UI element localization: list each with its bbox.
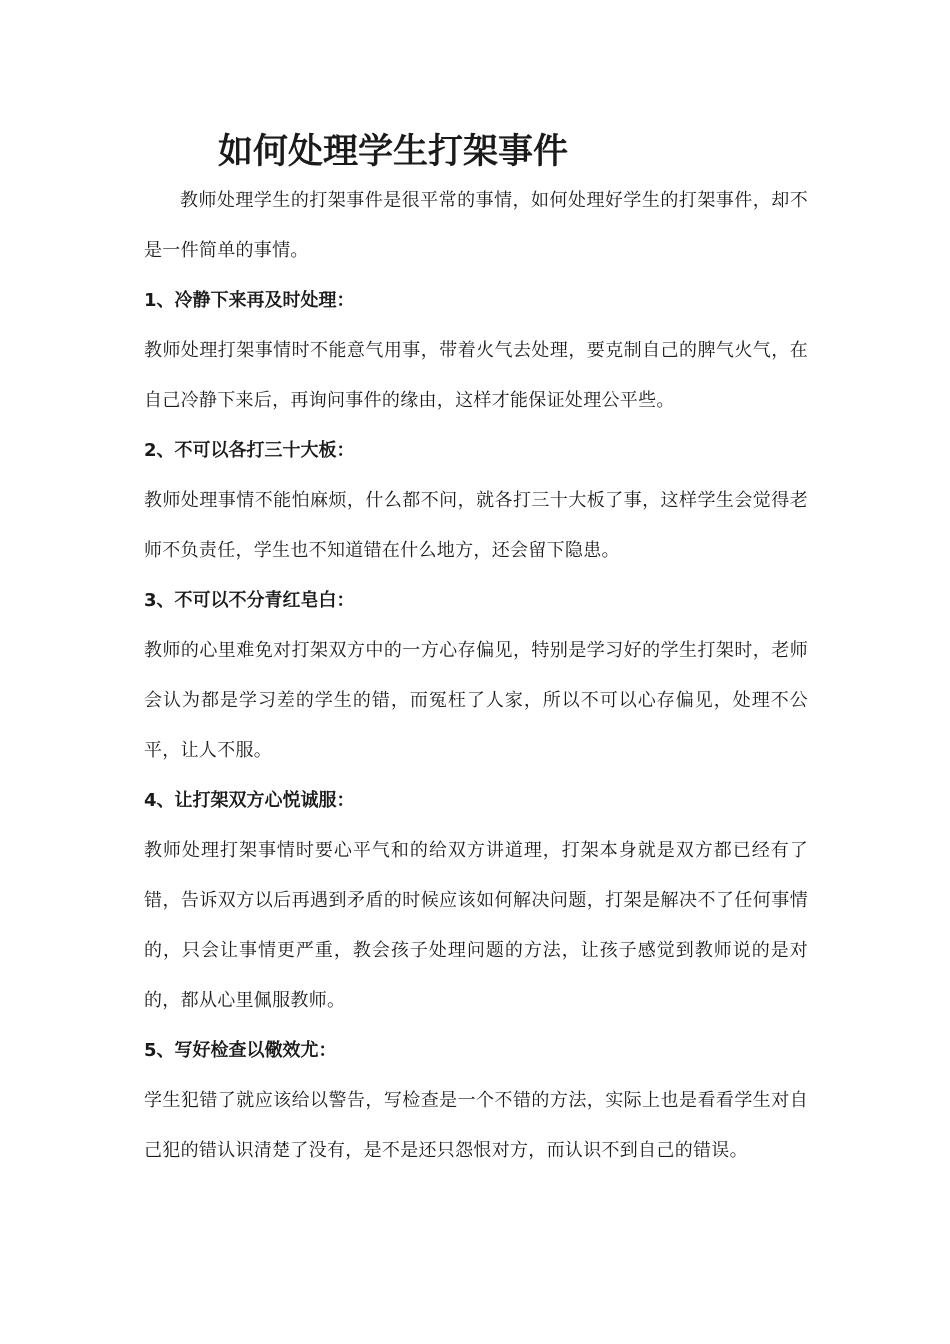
section-heading: 5、写好检查以儆效尤： <box>144 1040 337 1061</box>
section-2 <box>144 426 808 576</box>
document-title: 如何处理学生打架事件 <box>218 132 569 172</box>
section-body: 教师处理打架事情时不能意气用事，带着火气去处理，要克制自己的脾气火气，在自己冷静下来后，再询问事件的缘由，这样才能保证处理公平些。 <box>144 340 808 411</box>
document-page <box>144 126 808 1176</box>
section-4 <box>144 776 808 1026</box>
section-body: 教师处理事情不能怕麻烦，什么都不问，就各打三十大板了事，这样学生会觉得老师不负责任，学生也不知道错在什么地方，还会留下隐患。 <box>144 490 808 561</box>
section-heading: 3、不可以不分青红皂白： <box>144 590 355 611</box>
section-body: 教师的心里难免对打架双方中的一方心存偏见，特别是学习好的学生打架时，老师会认为都是学习差的学生的错，而冤枉了人家，所以不可以心存偏见，处理不公平，让人不服。 <box>144 640 808 761</box>
section-body: 教师处理打架事情时要心平气和的给双方讲道理，打架本身就是双方都已经有了错，告诉双方以后再遇到矛盾的时候应该如何解决问题，打架是解决不了任何事情的，只会让事情更严重，教会孩子处理问题的方法，让孩子感觉到教师说的是对的，都从心里佩服教师。 <box>144 840 808 1011</box>
section-heading: 1、冷静下来再及时处理： <box>144 290 355 311</box>
section-body: 学生犯错了就应该给以警告，写检查是一个不错的方法，实际上也是看看学生对自己犯的错认识清楚了没有，是不是还只怨恨对方，而认识不到自己的错误。 <box>144 1090 808 1161</box>
section-3 <box>144 576 808 776</box>
section-5 <box>144 1026 808 1176</box>
section-heading: 2、不可以各打三十大板： <box>144 440 355 461</box>
intro-paragraph: 教师处理学生的打架事件是很平常的事情，如何处理好学生的打架事件，却不是一件简单的事情。 <box>144 190 808 261</box>
section-heading: 4、让打架双方心悦诚服： <box>144 790 355 811</box>
section-1 <box>144 276 808 426</box>
